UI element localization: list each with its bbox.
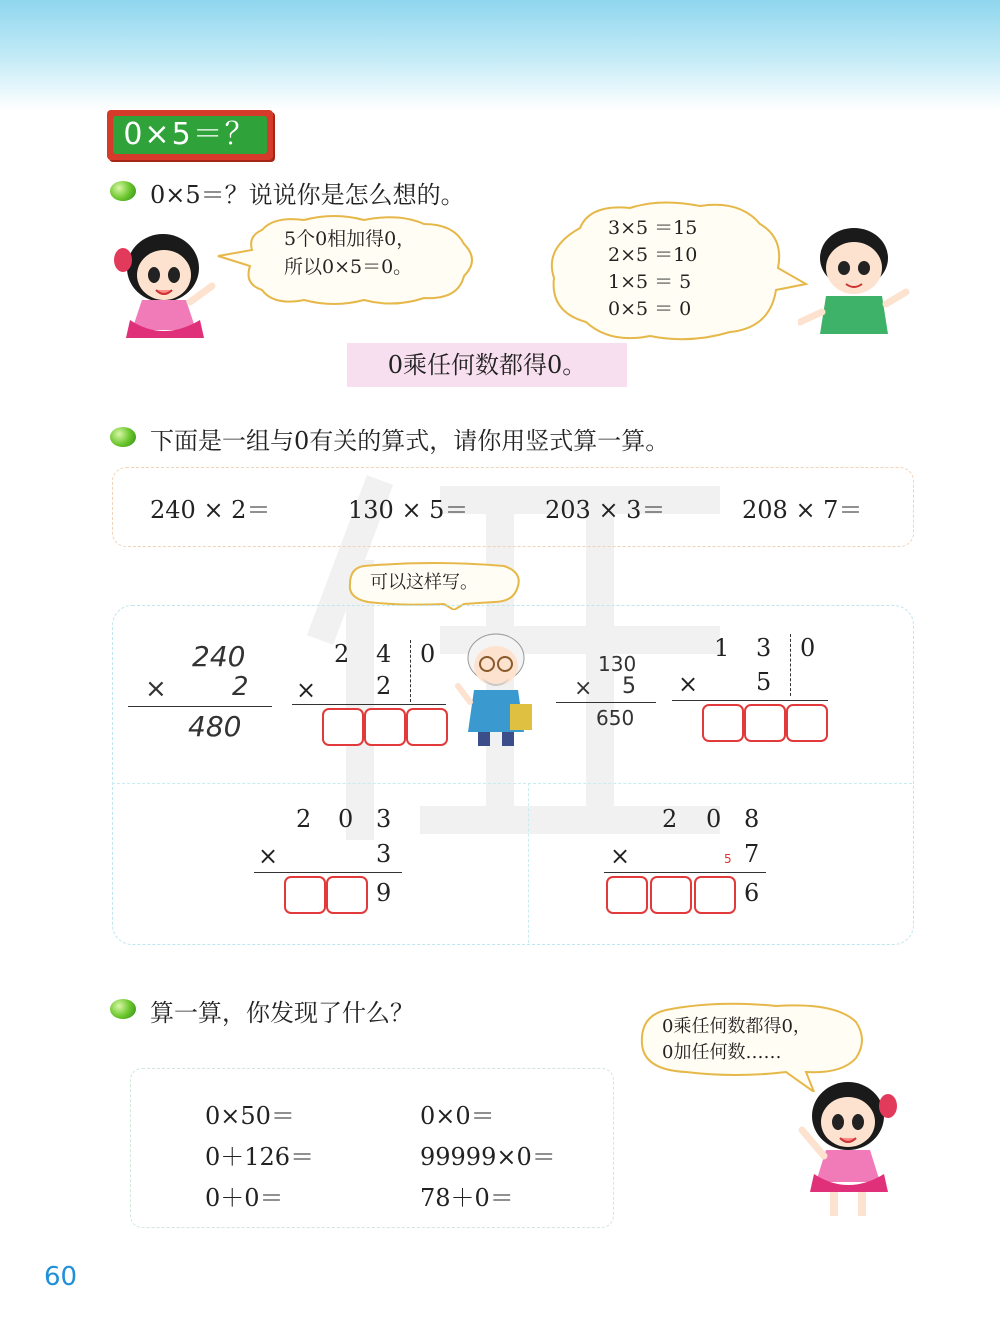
form-240-digit-3: 0 (420, 640, 436, 668)
header-gradient (0, 0, 1000, 110)
girl-bubble-line-1: 5个0相加得0， (284, 228, 416, 250)
equation-4: 208 × 7＝ (742, 496, 863, 524)
answer-box[interactable] (744, 704, 786, 742)
form-203-digit-2: 0 (338, 805, 354, 833)
form-208-last-digit: 6 (744, 879, 760, 907)
form-130-op: × (678, 670, 699, 698)
form-130-digit-2: 3 (756, 634, 772, 662)
boy-bubble-line-2: 2×5 ＝10 (608, 244, 698, 266)
bullet-icon (110, 427, 136, 447)
answer-box[interactable] (694, 876, 736, 914)
form-130-digit-3: 0 (800, 634, 816, 662)
hand-240-op: × (145, 674, 167, 704)
form-240-digit-1: 2 (334, 640, 350, 668)
form-208-carry: 5 (724, 852, 732, 866)
form-240-mul: 2 (376, 672, 392, 700)
rule-highlight: 0乘任何数都得0。 (347, 343, 627, 387)
equation-1: 240 × 2＝ (150, 496, 271, 524)
girl-bubble-line-2: 所以0×5＝0。 (284, 256, 413, 278)
boy-bubble-line-4: 0×5 ＝ 0 (608, 298, 692, 320)
boy-bubble-line-1: 3×5 ＝15 (608, 217, 698, 239)
form-208-op: × (610, 842, 631, 870)
form-203-mul: 3 (376, 840, 392, 868)
question-2: 下面是一组与0有关的算式，请你用竖式算一算。 (150, 427, 670, 455)
equation-2: 130 × 5＝ (348, 496, 469, 524)
work-divider-horizontal (112, 783, 912, 784)
answer-box[interactable] (650, 876, 692, 914)
form-208-digit-2: 0 (706, 805, 722, 833)
exercise-right-1: 0×0＝ (420, 1102, 495, 1130)
form-130-line (672, 700, 828, 701)
hand-240-mul: 2 (232, 672, 249, 702)
teacher-icon (452, 628, 542, 750)
hand-130-mul: 5 (622, 674, 636, 699)
answer-box[interactable] (284, 876, 326, 914)
boy-icon (798, 218, 910, 334)
hand-240-result: 480 (188, 710, 242, 743)
form-203-digit-3: 3 (376, 805, 392, 833)
section-title-badge (107, 110, 273, 160)
exercise-left-3: 0＋0＝ (205, 1184, 284, 1212)
answer-box[interactable] (406, 708, 448, 746)
form-208-digit-1: 2 (662, 805, 678, 833)
work-divider-vertical (528, 783, 529, 943)
form-208-line (604, 872, 766, 873)
bullet-icon (110, 181, 136, 201)
form-208-digit-3: 8 (744, 805, 760, 833)
boy-bubble-line-3: 1×5 ＝ 5 (608, 271, 692, 293)
hand-130-op: × (574, 676, 593, 701)
hand-130-line (556, 702, 656, 703)
hand-240-top: 240 (192, 640, 246, 673)
equation-3: 203 × 3＝ (545, 496, 666, 524)
girl-2-bubble-line-1: 0乘任何数都得0， (662, 1016, 811, 1037)
hand-130-top: 130 (598, 652, 637, 676)
section-title: 0×5＝？ (113, 116, 267, 154)
form-130-digit-1: 1 (714, 634, 730, 662)
girl-2-icon (790, 1070, 906, 1226)
form-130-mul: 5 (756, 668, 772, 696)
bullet-icon (110, 999, 136, 1019)
exercise-left-2: 0＋126＝ (205, 1143, 315, 1171)
girl-2-bubble-line-2: 0加任何数…… (662, 1042, 782, 1063)
girl-icon (108, 220, 226, 340)
form-130-zero-separator (790, 634, 791, 696)
form-203-digit-1: 2 (296, 805, 312, 833)
form-208-mul: 7 (744, 840, 760, 868)
answer-box[interactable] (786, 704, 828, 742)
exercise-right-3: 78＋0＝ (420, 1184, 514, 1212)
hand-240-line (128, 706, 272, 707)
form-203-line (254, 872, 402, 873)
form-203-last-digit: 9 (376, 879, 392, 907)
exercise-right-2: 99999×0＝ (420, 1143, 556, 1171)
question-1: 0×5＝？说说你是怎么想的。 (150, 181, 465, 209)
hand-130-result: 650 (596, 706, 635, 730)
teacher-bubble-text: 可以这样写。 (370, 572, 478, 593)
answer-box[interactable] (364, 708, 406, 746)
answer-box[interactable] (606, 876, 648, 914)
exercise-left-1: 0×50＝ (205, 1102, 295, 1130)
form-240-op: × (296, 676, 317, 704)
question-3: 算一算，你发现了什么？ (150, 999, 414, 1027)
form-240-digit-2: 4 (376, 640, 392, 668)
form-203-op: × (258, 842, 279, 870)
form-240-zero-separator (410, 640, 411, 702)
form-240-line (292, 704, 446, 705)
answer-box[interactable] (326, 876, 368, 914)
page-number: 60 (44, 1262, 78, 1292)
answer-box[interactable] (322, 708, 364, 746)
answer-box[interactable] (702, 704, 744, 742)
